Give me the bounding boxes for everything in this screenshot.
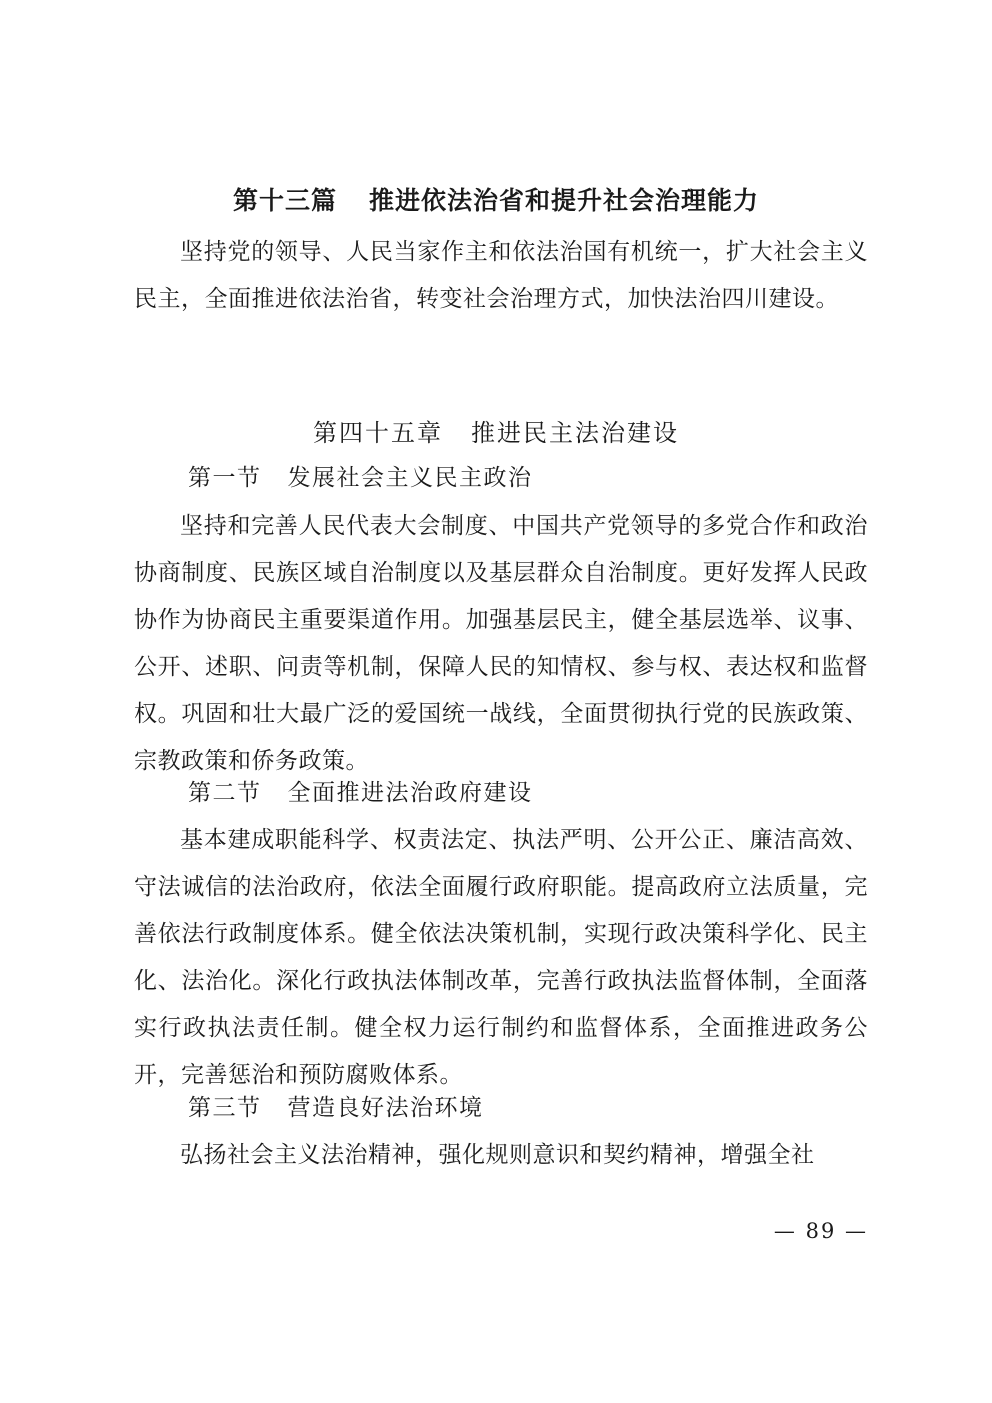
chapter-number: 第四十五章 [313,419,443,447]
chapter-heading: 推进民主法治建设 [471,419,679,447]
chapter-title [0,416,992,450]
section-2-title [188,776,533,810]
section-2-paragraph: 基本建成职能科学、权责法定、执法严明、公开公正、廉洁高效、守法诚信的法治政府，依法全面履行政府职能。提高政府立法质量，完善依法行政制度体系。健全依法决策机制，实现行政决策科学化、民主化、法治化。深化行政执法体制改革，完善行政执法监督体制，全面落实行政执法责任制。健全权力运行制约和监督体系，全面推进政务公开，完善惩治和预防腐败体系。 [134,827,868,1088]
section-heading: 营造良好法治环境 [287,1095,484,1121]
section-1-paragraph: 坚持和完善人民代表大会制度、中国共产党领导的多党合作和政治协商制度、民族区域自治制度以及基层群众自治制度。更好发挥人民政协作为协商民主重要渠道作用。加强基层民主，健全基层选举、议事、公开、述职、问责等机制，保障人民的知情权、参与权、表达权和监督权。巩固和壮大最广泛的爱国统一战线，全面贯彻执行党的民族政策、宗教政策和侨务政策。 [134,513,868,774]
part-heading: 推进依法治省和提升社会治理能力 [369,186,760,215]
part-number: 第十三篇 [232,186,337,215]
section-number: 第三节 [188,1095,262,1121]
page-number: — 89 — [773,1219,868,1243]
section-1-title [188,461,533,495]
section-number: 第二节 [188,780,262,806]
part-intro-paragraph: 坚持党的领导、人民当家作主和依法治国有机统一，扩大社会主义民主，全面推进依法治省，转变社会治理方式，加快法治四川建设。 [134,239,868,312]
section-3-paragraph: 弘扬社会主义法治精神，强化规则意识和契约精神，增强全社 [180,1142,815,1168]
section-number: 第一节 [188,465,262,491]
section-heading: 全面推进法治政府建设 [287,780,533,806]
section-heading: 发展社会主义民主政治 [287,465,533,491]
section-3-title [188,1091,484,1125]
part-title [0,184,992,218]
